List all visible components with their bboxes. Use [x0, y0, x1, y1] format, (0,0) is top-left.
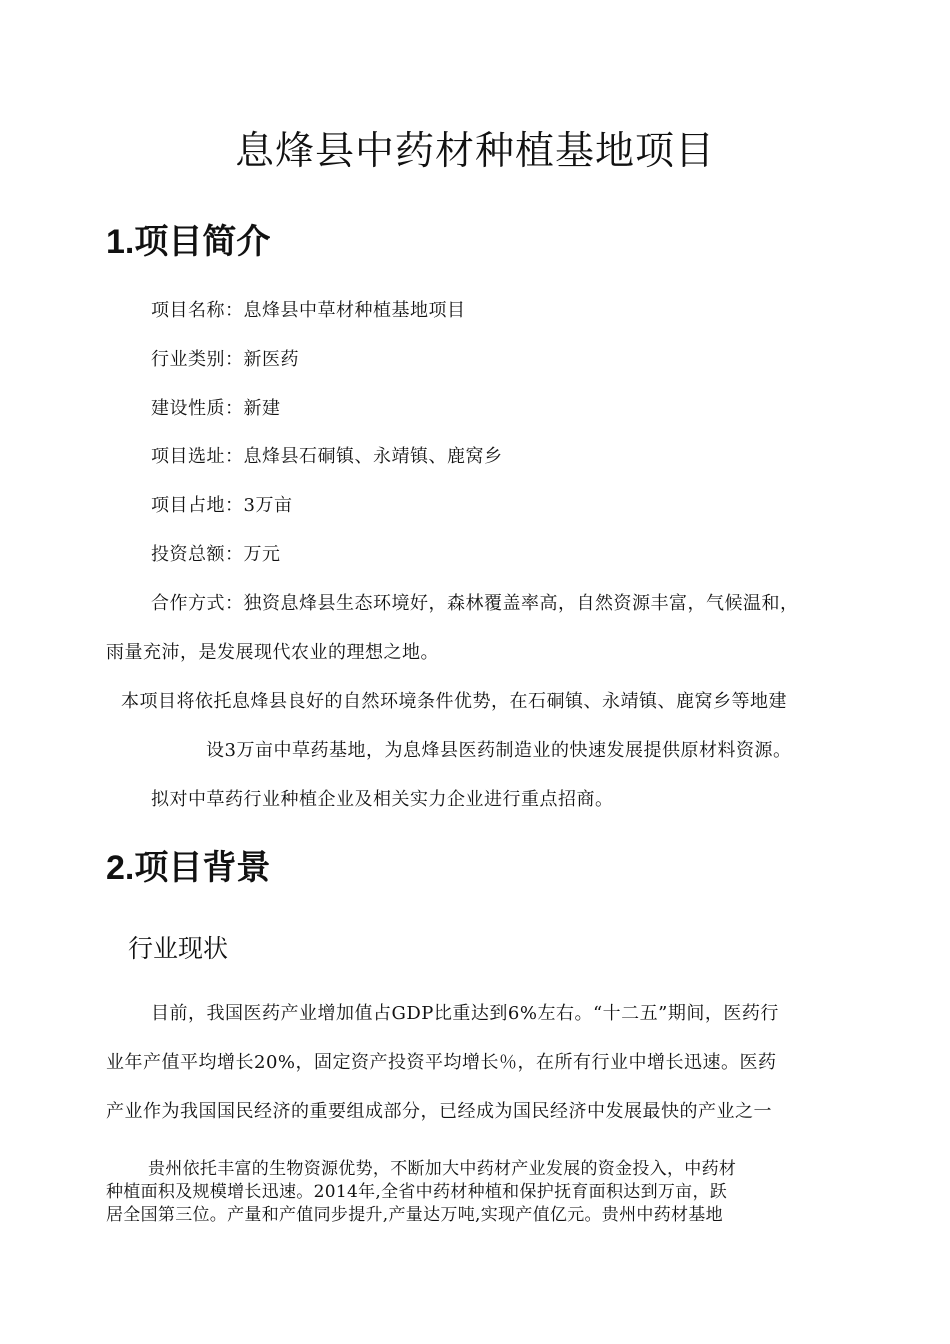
section-heading-background: 2.项目背景	[106, 849, 271, 887]
field-location: 项目选址：息烽县石硐镇、永靖镇、鹿窝乡	[151, 446, 503, 467]
industry-text-line2: 业年产值平均增长20%，固定资产投资平均增长％，在所有行业中增长迅速。医药	[106, 1052, 777, 1073]
field-project-name: 项目名称：息烽县中草材种植基地项目	[151, 300, 466, 321]
plan-text-line1: 本项目将依托息烽县良好的自然环境条件优势，在石硐镇、永靖镇、鹿窝乡等地建	[121, 691, 787, 712]
subsection-heading-industry: 行业现状	[128, 935, 229, 963]
field-industry: 行业类别：新医药	[151, 349, 299, 370]
document-title: 息烽县中药材种植基地项目	[234, 129, 715, 174]
industry-text-line1: 目前，我国医药产业增加值占GDP比重达到6%左右。“十二五”期间，医药行	[151, 1003, 779, 1024]
field-investment: 投资总额：万元	[151, 544, 281, 565]
plan-text-line2: 设3万亩中草药基地，为息烽县医药制造业的快速发展提供原材料资源。	[206, 740, 792, 761]
guizhou-text-line1: 贵州依托丰富的生物资源优势，不断加大中药材产业发展的资金投入，中药材	[148, 1159, 737, 1179]
invest-text: 拟对中草药行业种植企业及相关实力企业进行重点招商。	[151, 789, 614, 810]
guizhou-text-line2: 种植面积及规模增长迅速。2014年,全省中药材种植和保护抚育面积达到万亩，跃	[106, 1182, 728, 1202]
cooperation-text-line1: 合作方式：独资息烽县生态环境好，森林覆盖率高，自然资源丰富，气候温和，	[151, 593, 799, 614]
field-area: 项目占地：3万亩	[151, 495, 293, 516]
cooperation-text-line2: 雨量充沛，是发展现代农业的理想之地。	[106, 642, 439, 663]
section-heading-intro: 1.项目简介	[106, 223, 271, 261]
guizhou-text-line3: 居全国第三位。产量和产值同步提升,产量达万吨,实现产值亿元。贵州中药材基地	[106, 1205, 723, 1225]
field-construction: 建设性质：新建	[151, 398, 281, 419]
industry-text-line3: 产业作为我国国民经济的重要组成部分，已经成为国民经济中发展最快的产业之一	[106, 1101, 772, 1122]
